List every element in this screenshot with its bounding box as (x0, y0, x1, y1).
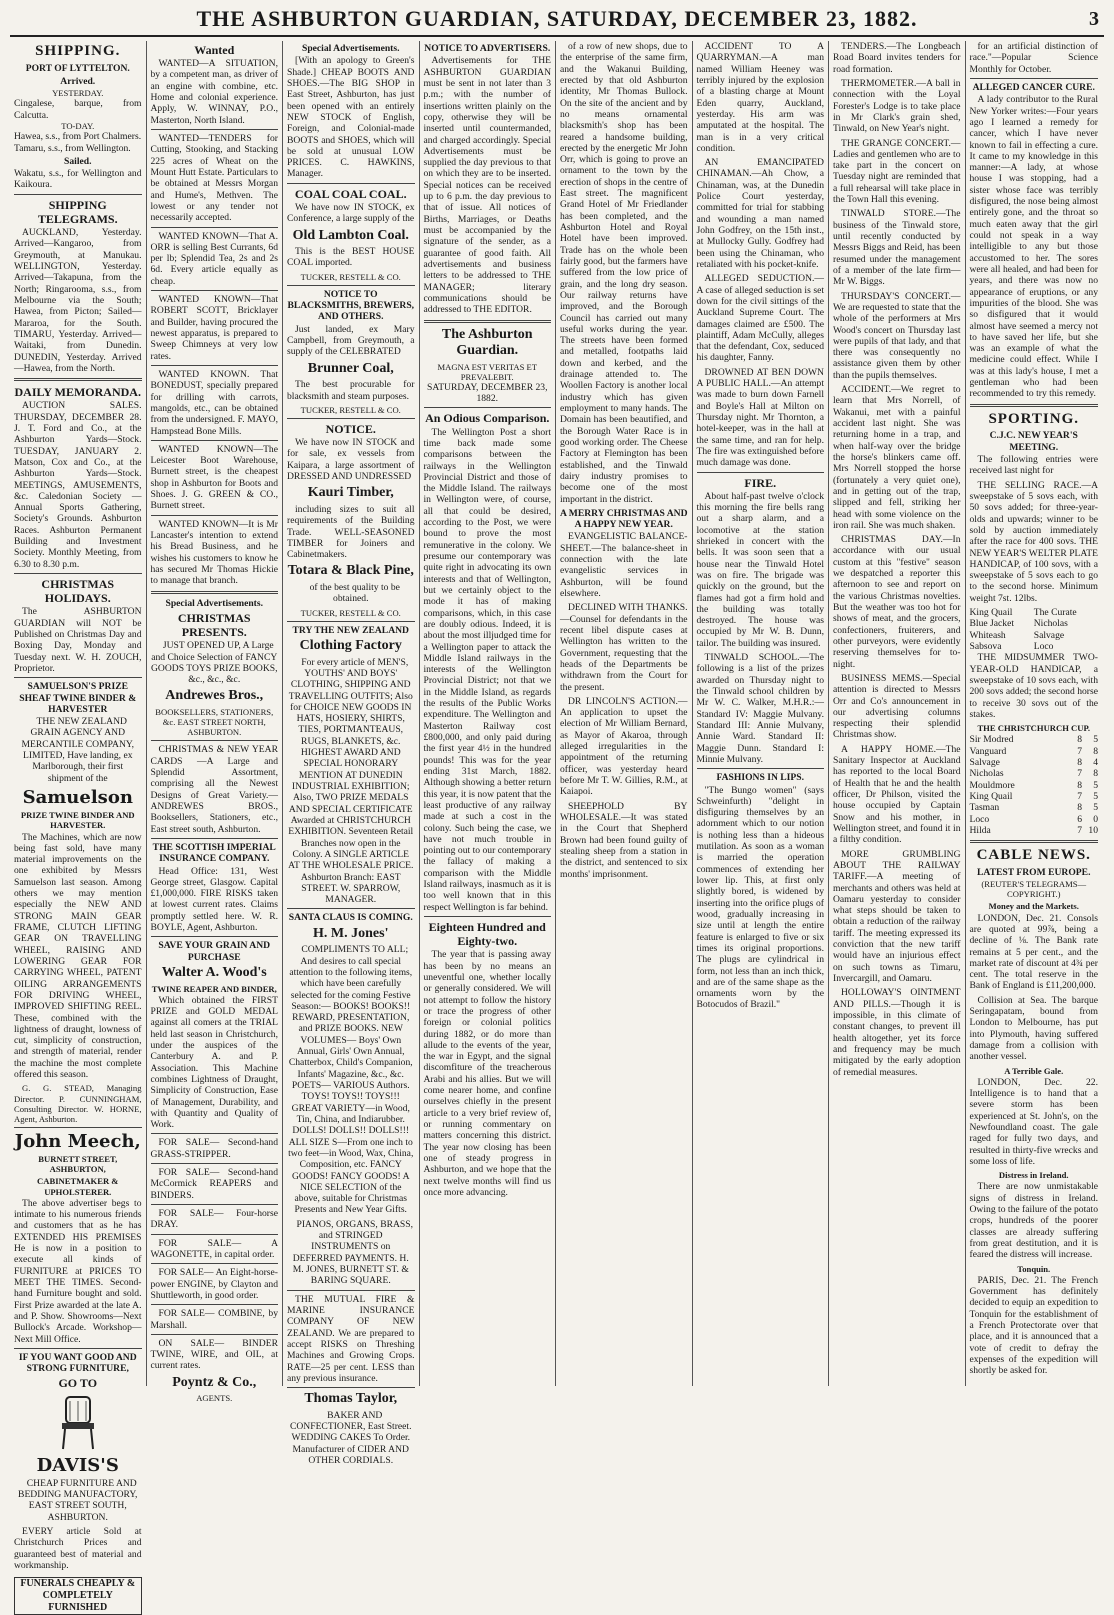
cable-source: (REUTER'S TELEGRAMS—COPYRIGHT.) (981, 879, 1087, 900)
odious-heading: An Odious Comparison. (425, 411, 550, 426)
telegrams-heading: SHIPPING TELEGRAMS. (37, 197, 118, 226)
special-heading-2: Special Advertisements. (301, 43, 400, 54)
railway-tariff-item: MORE GRUMBLING ABOUT THE RAILWAY TARIFF.—A meeting of merchants and others was held at Oamaru yesterday to consider what steps should be taken to obtain a reduction of the railway tariff. The meeting expressed its conviction that the new tariff would have an injurious effect on such towns as Timaru, Invercargill, and Oamaru. (833, 848, 961, 984)
holidays-heading: CHRISTMAS HOLIDAYS. (41, 577, 115, 606)
list-item: Nicholas (1033, 618, 1068, 630)
tucker-sign-3: TUCKER, RESTELL & CO. (300, 607, 401, 618)
tinwald-store-item: TINWALD STORE.—The business of the Tinwald store, until recently conducted by Messrs Biggs and Reid, has been resumed under the management of a member of the late firm—Mr W. Biggs. (833, 208, 961, 288)
wanted-ad-4: WANTED KNOWN—That ROBERT SCOTT, Bricklayer and Builder, having procured the newest apparatus, is prepared to Sweep Chimneys at very low rates. (150, 294, 278, 362)
column-2 (147, 41, 284, 1404)
wanted-ad-1: WANTED—A SITUATION, by a competent man, as driver of an engine with combine, etc. Home and colonial experience. Apply, W. WINNAY, P.O., Masterton, North Island. (150, 58, 278, 126)
for-sale-4: FOR SALE— A WAGONETTE, in capital order. (150, 1237, 278, 1260)
cable-money: LONDON, Dec. 21. Consols are quoted at 99⅞, being a decline of ⅛. The Bank rate remains at 5 per cent., and the market rate of discount at 4¾ per cent. The total reserve in the Bank of England is £11,200,000. (969, 912, 1098, 992)
column-3 (283, 41, 420, 1466)
memoranda-heading: DAILY MEMORANDA. (14, 385, 141, 400)
sporting-heading: SPORTING. (988, 410, 1080, 427)
totara-name: Totara & Black Pine, (287, 563, 414, 579)
sailed-heading: Sailed. (64, 155, 92, 167)
cancer-article: A lady contributor to the Rural New Yorker writes:—Four years ago I learned a remedy for cancer, which I have never known to fail in effecting a cure. It came to my knowledge in this manner:—A lady, at whose house I was stopping, had a sister whose face was terribly disfigured, the nose being almost entirely gone, and the throat so much eaten away that the girl could not speak in a way intelligible to any but those accustomed to her. The sores were all healed, and had been for years, and there was now no appearance of eruptions, or any impurities of the blood. She was so disfigured that it would almost have seemed a mercy not to have saved her life, but she was an example of what the medicine could effect. While I was at this lady's house, I met a gentleman who had been recommended to try this remedy. (969, 94, 1098, 400)
cup-horse-name: Mouldmore (969, 779, 1015, 791)
cup-horse-name: Tasman (969, 802, 1000, 814)
dr-lincoln-item: DR LINCOLN'S ACTION.—An application to upset the election of Mr William Bernard, as Mayor of Akaroa, through alleged irregularities in the appointment of the returning officer, was yesterday heard before Mr T. W. Gillies, R.M., at Kaiapoi. (560, 695, 688, 798)
cable-heading: CABLE NEWS. (976, 847, 1091, 864)
chinaman-item: AN EMANCIPATED CHINAMAN.—Ah Chow, a Chinaman, was, at the Dunedin Police Court yesterday, committed for trial for stabbing and wounding a man named John Godfrey, on the 15th inst., at Mullocky Gully. Godfrey had been using the Chinaman, who retaliated with his pocket-knife. (696, 157, 824, 270)
notice-advertisers-body: Advertisements for THE ASHBURTON GUARDIAN must be sent in not later than 3 p.m.; with the number of insertions written plainly on the copy, otherwise they will be inserted until countermanded, and charged accordingly. Special Advertisements must be supplied the day previous to that on which they are to be inserted. Special notices can be received up to 6 p.m. the day previous to that of issue. All notices of Births, Marriages, or Deaths must be accompanied by the signature of the sender, as a guarantee of good faith. All advertisements and business letters to be addressed to THE MANAGER; literary communications should be addressed to THE EDITOR. (423, 55, 551, 316)
cable-gale: LONDON, Dec. 22. Intelligence is to hand that a severe storm has been experienced at St. John's, on the Newfoundland coast. The gale raged for fully two days, and resulted in thirty-five wrecks and some loss of life. (969, 1076, 1098, 1167)
cup-horse-name: Salvage (969, 756, 1000, 768)
mutual-ad: THE MUTUAL FIRE & MARINE INSURANCE COMPANY OF NEW ZEALAND. We are prepared to accept RISKS on Threshing Machines and Growing Crops. RATE—25 per cent. LESS than any previous insurance. (287, 1293, 415, 1384)
wood-sub: TWINE REAPER AND BINDER, (151, 983, 277, 994)
thursday-concert-item: THURSDAY'S CONCERT.—We are requested to state that the whole of the performers at Mrs Wood's concert on Thursday last were pupils of that lady, and that there was consequently no assistance given them by other than the pupils themselves. (833, 290, 961, 381)
holidays-text: The ASHBURTON GUARDIAN will NOT be Published on Christmas Day and Boxing Day, Monday and Tuesday next. W. H. ZOUCH, Proprietor. (14, 606, 142, 674)
samuelson-sub: PRIZE TWINE BINDER AND HARVESTER. (20, 810, 135, 831)
happy-home-item: A HAPPY HOME.—The Sanitary Inspector at Auckland has reported to the local Board of Health that he and the health officer, Dr Philson, visited the house occupied by Captain Snow and his mother, in Wellington street, and found it in a filthy condition. (833, 743, 961, 846)
santa-heading: SANTA CLAUS IS COMING. (288, 912, 413, 924)
scottish-heading: THE SCOTTISH IMPERIAL INSURANCE COMPANY. (152, 841, 276, 865)
fashions-article: "The Bungo women" (says Schweinfurth) "delight in disfiguring themselves by an adornment which to our notion is nothing less than a hideous mutilation. As soon as a woman is married the operation commences of extending her lower lip. This, at first only slightly bored, is widened by inserting into the orifice plugs of wood, gradually increasing in size until at length the entire feature is enlarged to five or six times its original proportions. The plugs are cylindrical in form, not less than an inch thick, and are of the same shape as the ornaments worn by the Botocudos of Brazil." (696, 784, 824, 1011)
cancer-heading: ALLEGED CANCER CURE. (972, 81, 1095, 93)
masthead-title: THE ASHBURTON GUARDIAN, SATURDAY, DECEMBER 23, 1882. (196, 6, 918, 31)
wanted-ad-5: WANTED KNOWN. That BONEDUST, specially prepared for drilling with carrots, mangolds, etc., can be obtained from the undersigned. F. MAYO, Hampstead Bone Mills. (150, 368, 278, 437)
columns (10, 41, 1104, 1613)
clothing-body: For every article of MEN'S, YOUTHS' AND BOYS' CLOTHING, SHIPPING AND TRAVELLING OUTFITS; Also for CHOICE NEW GOODS IN HATS, HOSIERY, SHIRTS, TIES, PORTMANTEAUS, RUGS, BLANKETS, &c. HIGHEST AWARD AND SPECIAL HONORARY MENTION AT DUNEDIN INDUSTRIAL EXHIBITION; Also, TWO PRIZE MEDALS AND SPECIAL CERTIFICATE Awarded at CHRISTCHURCH EXHIBITION. Seventeen Retail Branches now open in the Colony. A SINGLE ARTICLE AT THE WHOLESALE PRICE. Ashburton Branch: EAST STREET. W. SPARROW, MANAGER. (288, 656, 414, 906)
funerals-box: FUNERALS CHEAPLY & COMPLETELY FURNISHED (14, 1577, 142, 1614)
cup-weight-lb: 5 (1093, 790, 1098, 802)
kauri-name: Kauri Timber, (307, 485, 394, 501)
cup-horse-name: Hilda (969, 824, 991, 836)
notice-advertisers-heading: NOTICE TO ADVERTISERS. (424, 43, 551, 54)
notice-body: We have now IN STOCK and for sale, ex vessels from Kaipara, a large assortment of DRESSED AND UNDRESSED (287, 437, 415, 483)
tucker-sign-1: TUCKER, RESTELL & CO. (300, 271, 401, 282)
meech-trade: CABINETMAKER & UPHOLSTERER. (37, 1176, 119, 1197)
public-hall-item: DROWNED AT BEN DOWN A PUBLIC HALL.—An attempt was made to burn down Farnell and Boyle's Hall at Milton on Thursday night. Mr Thornton, a hotel-keeper, was in the hall at the same time, and ran for help. The fire was extinguished before much damage was done. (696, 366, 824, 469)
tucker-sign-2: TUCKER, RESTELL & CO. (300, 404, 401, 415)
list-item: Whiteash (969, 629, 1006, 641)
paper-date: SATURDAY, DECEMBER 23, 1882. (427, 381, 548, 405)
page-number: 3 (1089, 8, 1100, 30)
chair-icon (56, 1395, 100, 1451)
for-sale-3: FOR SALE— Four-horse DRAY. (150, 1208, 278, 1231)
thermometer-item: THERMOMETER.—A ball in connection with the Loyal Forester's Lodge is to take place in Mr Clark's grain shed, Tinwald, on New Year's night. (833, 77, 961, 135)
quarryman-item: ACCIDENT TO A QUARRYMAN.—A man named William Heeney was terribly injured by the explosion of a blasting charge at Mount Eden quarry, Auckland, yesterday. His arm was amputated at the hospital. The man is in a very critical condition. (696, 41, 824, 154)
list-item: Loco (1033, 641, 1054, 652)
kauri-sub: including sizes to suit all requirements of the Building Trade. WELL-SEASONED TIMBER for Joiners and Cabinetmakers. (287, 503, 415, 561)
davis-name: DAVIS'S (36, 1454, 119, 1476)
taylor-body: BAKER AND CONFECTIONER, East Street. WEDDING CAKES To Order. Manufacturer of CIDER AND OTHER CORDIALS. (289, 1409, 412, 1466)
for-sale-1: FOR SALE— Second-hand GRASS-STRIPPER. (150, 1137, 278, 1160)
davis-body: CHEAP FURNITURE AND BEDDING MANUFACTORY, EAST STREET SOUTH, ASHBURTON. (18, 1477, 138, 1523)
paper-motto: MAGNA EST VERITAS ET PREVALEBIT. (437, 361, 537, 382)
list-item: Salvage (1033, 629, 1065, 641)
distress-heading: Distress in Ireland. (998, 1170, 1069, 1181)
samuelson-body: The Machines, which are now being fast sold, have many material improvements on the one exhibited by Messrs Samuelson last season. Among others we may mention especially the NEW AND STRONG MAIN GEAR FRAME, CLUTCH LIFTING GEAR ON TRAVELLING WHEEL, RAISING AND LOWERING GEAR FOR CARRYING WHEEL, PATENT OILING ARRANGEMENTS FOR DRIVING WHEEL, IMPROVED SHIFTING REEL. These, combined with the lightness of draught, lowness of cut, simplicity of construction, and strength of material, render the machine the most complete offered this season. (14, 831, 142, 1081)
money-heading: Money and the Markets. (988, 901, 1079, 912)
cup-weight-lb: 10 (1088, 824, 1098, 836)
taylor-name: Thomas Taylor, (304, 1391, 398, 1407)
cup-horse-name: Vanguard (969, 745, 1007, 757)
wanted-heading: Wanted (194, 43, 235, 57)
try-heading: TRY THE NEW ZEALAND (292, 624, 409, 636)
list-item: Blue Jacket (969, 618, 1014, 630)
jones-body: COMPLIMENTS TO ALL; And desires to call special attention to the following items, which have been carefully selected for the coming Festive Season:— BOOKS! BOOKS!! REWARD, PRESENTATION, and PRIZE BOOKS. NEW VOLUMES— Boys' Own Annual, Girls' Own Annual, Chatterbox, Child's Companion, Infants' Magazine, &c., &c. POETS— VARIOUS Authors. TOYS! TOYS!! TOYS!!! GREAT VARIETY—in Wood, Tin, China, and Indiarubber. DOLLS! DOLLS!! DOLLS!!! ALL SIZE S—From one inch to two feet—in Wood, Wax, China, Composition, etc. FANCY GOODS! FANCY GOODS! A NICE SELECTION of the above, suitable for Christmas Presents and New Year Gifts. (288, 944, 414, 1216)
fire-article: About half-past twelve o'clock this morning the fire bells rang out a sharp alarm, and a locomotive at the station shrieked in concert with the bells. It was soon seen that a house near the Tinwald Hotel was on fire. The brigade was quickly on the ground, but the flames had got a firm hold and the building was totally destroyed. The house was occupied by Mr W. B. Dunn, tailor. The building was insured. (696, 490, 824, 649)
wanted-ad-2: WANTED—TENDERS for Cutting, Stooking, and Stacking 225 acres of Wheat on the Mount Hutt Estate. Particulars to be obtained at Messrs Morgan and Hume's, Methven. The lowest or any tender not necessarily accepted. (150, 133, 278, 224)
lambton-sub: This is the BEST HOUSE COAL imported. (287, 246, 415, 269)
sheep-item: SHEEPHOLD BY WHOLESALE.—It was stated in the Court that Shepherd Brown had been found guilty of stealing sheep from a station in the district, and sentenced to six months' imprisonment. (560, 800, 688, 880)
cup-weight-st: 7 (1077, 745, 1082, 757)
fire-heading: FIRE. (744, 475, 777, 490)
cup-horse-name: King Quail (969, 790, 1013, 802)
xmas-presents-body: JUST OPENED UP, A Large and Choice Selection of FANCY GOODS TOYS PRIZE BOOKS, &c., &c., &c. (150, 640, 278, 686)
wanted-ad-7: WANTED KNOWN—It is Mr Lancaster's intention to extend his Bread Business, and he wishes his customers to know he has secured Mr Thomas Hickie to manage that branch. (150, 518, 278, 587)
column-5 (556, 41, 693, 1386)
for-sale-2: FOR SALE— Second-hand McCormick REAPERS and BINDERS. (150, 1167, 278, 1201)
gale-heading: A Terrible Gale. (1004, 1065, 1064, 1076)
cup-weight-st: 8 (1077, 756, 1082, 768)
cable-sub: LATEST FROM EUROPE. (977, 866, 1091, 878)
jones-name: H. M. Jones' (313, 925, 389, 941)
list-item: The Curate (1033, 607, 1077, 619)
xmas-presents-heading: CHRISTMAS PRESENTS. (177, 610, 251, 640)
wanted-ad-6: WANTED KNOWN—The Leicester Boot Warehouse, Burnett street, is the cheapest shop in Ashburton for Boots and Shoes. J. G. GREEN & CO., Burnett street. (150, 443, 278, 512)
poyntz-name: Poyntz & Co., (172, 1374, 257, 1390)
cup-weight-st: 6 (1077, 813, 1082, 825)
yesterday-label: YESTERDAY. (52, 88, 104, 99)
wanted-ad-3: WANTED KNOWN—That A. ORR is selling Best Currants, 6d per lb; Splendid Tea, 2s and 2s 6d. Every article equally as cheap. (150, 230, 278, 287)
save-grain: SAVE YOUR GRAIN AND PURCHASE (158, 940, 271, 963)
telegrams-text: AUCKLAND, Yesterday. Arrived—Kangaroo, from Greymouth, at Manukau. WELLINGTON, Yesterday. Arrived—Takapuna, from the North; Ringarooma, s.s., from Melbourne via the South; Hawea, from Picton; Sailed—Mararoa, for the South. TIMARU, Yesterday. Arrived—Waitaki, from Dunedin. DUNEDIN, Yesterday. Arrived—Hawea, from the North. (14, 227, 142, 374)
lambton-name: Old Lambton Coal. (292, 227, 409, 243)
meech-body: The above advertiser begs to intimate to his numerous friends and customers that as he has EXTENDED HIS PREMISES He is now in a position to execute all kinds of FURNITURE at PRICES TO MEET THE TIMES. Second-hand Furniture bought and sold. First Prize awarded at the late A. and P. Show. Showrooms—Next Bullock's Arcade. Workshop—Next Mill Office. (14, 1197, 142, 1345)
cable-distress: There are now unmistakable signs of distress in Ireland. Owing to the failure of the potato crops, hundreds of the poorer classes are already suffering from great destitution, and it is feared the distress will increase. (969, 1181, 1098, 1261)
davis-extra: EVERY article Sold at Christchurch Prices and guaranteed best of material and workmanship. (14, 1526, 142, 1572)
blacksmith-body: Just landed, ex Mary Campbell, from Greymouth, a supply of the CELEBRATED (287, 323, 415, 358)
cup-weight-st: 8 (1077, 734, 1082, 746)
cup-weight-st: 7 (1077, 790, 1082, 802)
tonquin-heading: Tonquin. (1017, 1263, 1051, 1274)
column-1 (10, 41, 147, 1613)
notice-heading: NOTICE. (325, 421, 376, 436)
cup-weight-lb: 0 (1093, 813, 1098, 825)
cup-weight-lb: 8 (1093, 745, 1098, 757)
brunner-sub: The best procurable for blacksmith and steam purposes. (287, 379, 415, 402)
evangelistic-item: EVANGELISTIC BALANCE-SHEET.—The balance-sheet in connection with the late evangelistic services in Ashburton, will be found elsewhere. (560, 531, 688, 599)
scottish-body: Head Office: 131, West George street, Glasgow. Capital £1,000,000. FIRE RISKS taken at lowest current rates. Claims promptly settled here. W. R. BOYLE, Agent, Ashburton. (150, 865, 278, 934)
grange-concert-item: THE GRANGE CONCERT.—Ladies and gentlemen who are to take part in the concert on Tuesday night are reminded that a full rehearsal will take place in the Town Hall this evening. (833, 137, 961, 206)
xmas-greeting: A MERRY CHRISTMAS AND A HAPPY NEW YEAR. (560, 507, 688, 531)
shipping-heading: SHIPPING. (35, 43, 121, 59)
for-sale-5: FOR SALE— An Eight-horse-power ENGINE, by Clayton and Shuttleworth, in good order. (150, 1267, 278, 1301)
cup-weight-st: 7 (1077, 768, 1082, 780)
column-7 (829, 41, 966, 1386)
cjc-body: THE SELLING RACE.—A sweepstake of 5 sovs each, with 50 sovs added; for three-year-olds and upwards; winner to be sold by auction immediately after the race for 400 sovs. THE NEW YEAR'S WELTER PLATE HANDICAP, of 100 sovs, with a sweepstake of 5 sovs each to go to the second horse. Minimum weight 7st. 12lbs. (969, 479, 1098, 604)
christmas-day-item: CHRISTMAS DAY.—In accordance with our usual custom at this "festive" season we despatched a reporter this afternoon to see and report on the various Christmas novelties. But the weather was too hot for shows of meat, and the grocers, confectioners, fruiterers, and other purveyors, were evidently reserving themselves for to-night. (833, 534, 961, 670)
accident-item: ACCIDENT.—We regret to learn that Mrs Norrell, of Wakanui, met with a painful accident last night. She was returning home in a trap, and when half-way over the bridge the horse's blinkers came off. Mrs Norrell stopped the horse (fortunately a very quiet one), and in getting out of the trap, slipped and fell, striking her head with some violence on the iron rail. She was much shaken. (833, 384, 961, 531)
cup-weight-lb: 8 (1093, 768, 1098, 780)
tinwald-school-item: TINWALD SCHOOL.—The following is a list of the prizes awarded on Thursday night to the Tinwald school children by Mr W. C. Walker, M.H.R.:—Standard IV: Maggie Mulvany. Standard III: Annie Mulvany, Annie Ward. Standard II: Maggie Dunn. Standard I: Minnie Mulvany. (696, 652, 824, 765)
coal-heading: COAL COAL COAL. (294, 186, 407, 201)
samuelson-heading: SAMUELSON'S PRIZE SHEAF TWINE BINDER & HARVESTER (19, 681, 137, 715)
column-4 (420, 41, 557, 1386)
cup-weight-lb: 5 (1093, 802, 1098, 814)
meech-name: John Meech, (14, 1130, 141, 1152)
cup-horse-name: Loco (969, 813, 990, 825)
clothing-name: Clothing Factory (299, 638, 402, 654)
eighteen-eighty-two-heading: Eighteen Hundred and Eighty-two. (428, 920, 546, 949)
cup-weight-st: 8 (1077, 802, 1082, 814)
cup-weight-lb: 4 (1093, 756, 1098, 768)
samuelson-intro: THE NEW ZEALAND GRAIN AGENCY AND MERCANTILE COMPANY, LIMITED, Have landing, ex Marlborough, their first shipment of the (21, 716, 134, 784)
boots-ad: [With an apology to Green's Shade.] CHEAP BOOTS AND SHOES.—The BIG SHOP in East Street, Ashburton, has just been opened with an entirely NEW STOCK of English, Foreign, and Colonial-made BOOTS and SHOES, which will be sold at unusual LOW PRICES. C. HAWKINS, Manager. (287, 55, 415, 180)
business-mems-item: BUSINESS MEMS.—Special attention is directed to Messrs Orr and Co's announcement in our advertising columns respecting their splendid Christmas show. (833, 672, 961, 741)
eighteen-eighty-two-article: The year that is passing away has been by no means an uneventful one, whether locally or generally considered. We will not attempt to follow the history or trace the progress of other foreign or colonial politics during 1882, or do more than allude to the events of the year, the war in Egypt, and the signal discomfiture of the treacherous Arabi and his allies. But we will come nearer home, and confine ourselves chiefly in the present article to a very brief review of, or running commentary on matters concerning this district. The year now closing has been one of steady progress in Ashburton, and we hope that the next twelve months will find us once more advancing. (423, 949, 551, 1198)
andrewes-name: Andrewes Bros., (165, 688, 264, 704)
column-6 (693, 41, 830, 1386)
race-names-list (970, 607, 1099, 652)
wood-body: Which obtained the FIRST PRIZE and GOLD MEDAL against all comers at the TRIAL held last season in Christchurch, under the auspices of the Canterbury A. and P. Association. This Machine combines Lightness of Draught, Simplicity of Construction, Ease of Management, Durability, and with Quantity and Quality of Work. (150, 994, 278, 1131)
list-item: King Quail (969, 607, 1013, 619)
brunner-name: Brunner Coal, (307, 360, 394, 376)
holloway-item: HOLLOWAY'S OINTMENT AND PILLS.—Though it is impossible, in this climate of constant changes, to prevent ill health altogether, yet its force and frequency may be much mitigated by the early adoption of remedial measures. (833, 987, 961, 1078)
today-label: TO-DAY. (61, 121, 95, 132)
cable-tonquin: PARIS, Dec. 21. The French Government has definitely decided to equip an expedition to Tonquin for the establishment of a French Protectorate over that place, and it is announced that a vote of credit to defray the expenses of the expedition will shortly be asked for. (969, 1274, 1098, 1377)
for-sale-7: ON SALE— BINDER TWINE, WIRE, and OIL, at current rates. (150, 1337, 278, 1372)
arrival-3: Tamaru, s.s., from Wellington. (14, 142, 131, 154)
totara-sub: of the best quality to be obtained. (309, 581, 400, 605)
cup-weight-lb: 5 (1093, 779, 1098, 791)
cable-collision: Collision at Sea. The barque Seringapatam, bound from London to Melbourne, has put into Plymouth, having suffered damage from a collision with another vessel. (969, 994, 1098, 1063)
arrived-heading: Arrived. (60, 76, 96, 87)
pianos-ad: PIANOS, ORGANS, BRASS, and STRINGED INSTRUMENTS on DEFERRED PAYMENTS. H. M. JONES, BURNETT ST. & BARING SQUARE. (292, 1218, 413, 1287)
coal-body: We have now IN STOCK, ex Conference, a large supply of the (287, 201, 415, 225)
port-heading: PORT OF LYTTELTON. (25, 62, 130, 74)
arrival-1: Cingalese, barque, from Calcutta. (14, 98, 142, 121)
samuelson-sign: G. G. STEAD, Managing Director. P. CUNNINGHAM, Consulting Director. W. HORNE, Agent, Ashburton. (14, 1083, 142, 1124)
sailing-1: Wakatu, s.s., for Wellington and Kaikoura. (14, 168, 142, 191)
poyntz-sub: AGENTS. (196, 1393, 233, 1404)
midsummer-item: THE MIDSUMMER TWO-YEAR-OLD HANDICAP, a sweepstake of 10 sovs each, with 200 sovs added; the second horse to receive 30 sovs out of the stakes. (969, 652, 1098, 720)
cjc-intro: The following entries were received last night for (969, 454, 1098, 477)
tenders-item: TENDERS.—The Longbeach Road Board invites tenders for road formation. (833, 41, 961, 75)
cjc-heading: C.J.C. NEW YEAR'S MEETING. (989, 430, 1078, 453)
cup-weights-table (970, 734, 1099, 836)
cup-horse-name: Nicholas (969, 768, 1004, 780)
xmas-cards: CHRISTMAS & NEW YEAR CARDS —A Large and Splendid Assortment, comprising all the Newest Designs of Great Variety.—ANDREWES BROS., Booksellers, Stationers, etc., East street south, Ashburton. (150, 744, 278, 835)
andrewes-sub: BOOKSELLERS, STATIONERS, &c. EAST STREET NORTH, ASHBURTON. (155, 706, 274, 738)
samuelson-name: Samuelson (22, 787, 133, 808)
davis-intro: IF YOU WANT GOOD AND STRONG FURNITURE, (18, 1351, 137, 1375)
blacksmith-heading: NOTICE TO BLACKSMITHS, BREWERS, AND OTHERS. (287, 288, 415, 323)
special-heading: Special Advertisements. (165, 597, 264, 609)
column-8 (966, 41, 1103, 1386)
memoranda-text: AUCTION SALES. THURSDAY, DECEMBER 28. J. T. Ford and Co., at the Ashburton Yards—Stock. TUESDAY, JANUARY 2. Matson, Cox and Co., at the Ashburton Yards—Stock. MEETINGS, AMUSEMENTS, &c. Caledonian Society — Annual Sports Gathering, Society's Grounds. Ashburton Races. Ashburton Permanent Building and Investment Society. Monthly Meeting, from 6.30 to 8.30 p.m. (14, 400, 142, 570)
seduction-item: ALLEGED SEDUCTION.—A case of alleged seduction is set down for the civil sittings of the Auckland Supreme Court. The damages claimed are £500. The plaintiff, Adam McCully, alleges that the defendant, Cox, seduced his daughter, Fanny. (696, 273, 824, 364)
cup-weight-st: 7 (1077, 824, 1082, 836)
fashions-heading: FASHIONS IN LIPS. (716, 772, 805, 784)
cup-weight-st: 8 (1077, 779, 1082, 791)
meech-address: BURNETT STREET, ASHBURTON, (38, 1154, 118, 1175)
cup-horse-name: Sir Modred (969, 734, 1014, 746)
wood-name: Walter A. Wood's (161, 965, 267, 981)
davis-goto: GO TO (58, 1376, 98, 1391)
paper-title: The Ashburton Guardian. (441, 326, 533, 359)
race-article-end: for an artificial distinction of race."—Popular Science Monthly for October. (969, 41, 1098, 75)
cup-heading: THE CHRISTCHURCH CUP. (977, 723, 1091, 734)
for-sale-6: FOR SALE— COMBINE, by Marshall. (150, 1308, 278, 1331)
masthead (10, 6, 1104, 37)
year-review-continued: of a row of new shops, due to the enterprise of the same firm, and the Wakanui Building, erected by that old Ashburton identity, Mr Thomas Bullock. On the site of the ancient and by no means ornamental blacksmith's shop has been reared a handsome building, erected by the energetic Mr John Orr, which is going to prove an ornament to the town by the erection of shops in the centre of East street. The magnificent Grand Hotel of Mr Friedlander has been completed, and the Ashburton Hotel and Royal Hotel have been improved. Trade has on the whole been fairly good, but the farmers have suffered from the low price of grain, and the long dry season. Our railway returns have improved, and the Borough Council has carried out many useful works during the year. The streets have been formed and metalled, footpaths laid down and kerbed, and the drainage attended to. The Woollen Factory is another local industry which has given employment to many hands. The Domain has been beautified, and the Borough Water Race is in good working order. The Cheese Factory at Flemington has been established, and the Tinwald dairy industry promises to become one of the most important in the district. (560, 41, 688, 505)
arrival-2: Hawea, s.s., from Port Chalmers. (14, 131, 142, 143)
declined-item: DECLINED WITH THANKS.—Counsel for defendants in the recent libel dispute cases at Wellington has written to the Government, requesting that the heads of the Departments be withdrawn from the Court for the present. (560, 602, 688, 693)
odious-article: The Wellington Post a short time back made some comparisons between the railways in the Wellington Provincial District and those of the Middle Island. The railways in Wellington were, of course, all that could be desired, according to the Post, we were bound to prove the most remunerative in the colony. We presume our contemporary was quite right in advocating its own interests and that of Wellington, but we certainly object to the mode it has of making comparisons, which, in this case are doubly odious. Indeed, it is about the most illjudged time for a Wellington paper to attack the Middle Island railways in the interests of the Wellington Provincial District; not that we in the Middle Island, as regards the results of the Public Works expenditure. The Wellington and Masterton Railway cost £800,000, and only paid during the first year 4½ in the hundred pounds! This was for the year ending 31st March, 1882. Although showing a better return this year, it is now patent that the least productive of any railway made at such a cost in the colony. Such being the case, we have not much trouble in pointing out to our contemporary the fallacy of making a comparison with the Middle Island railways, inasmuch as it is too well known that in this respect Wellington is far behind. (423, 426, 551, 913)
cup-weight-lb: 5 (1093, 734, 1098, 746)
list-item: Sabsova (969, 641, 1002, 652)
